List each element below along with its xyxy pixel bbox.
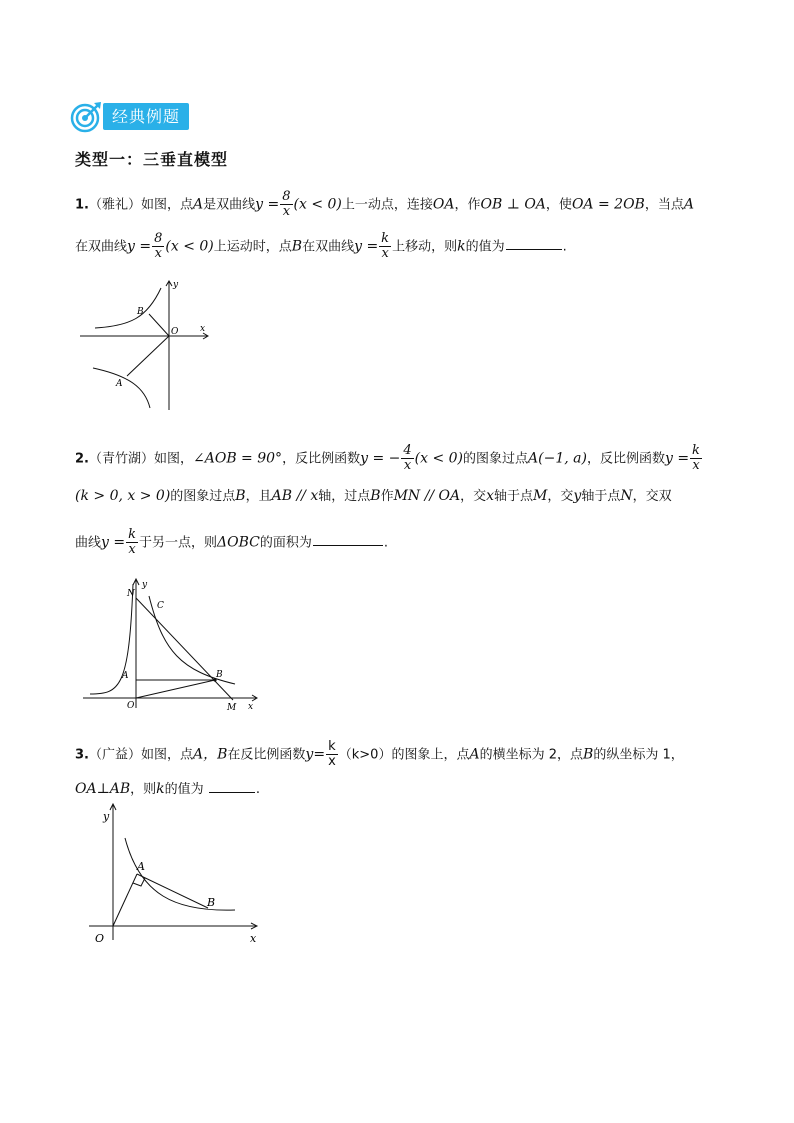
- fraction: $\frac{8}{x}$: [154, 231, 163, 262]
- q3-line-1: 3.（广益）如图，点A，B在反比例函数y= $\frac{k}{x}$ （k>0）的图象上，点A的横坐标为 2，点B的纵坐标为 1，: [75, 739, 684, 770]
- answer-blank[interactable]: [506, 248, 562, 250]
- fraction: $\frac{4}{x}$: [403, 443, 412, 474]
- label-y: y: [173, 280, 179, 290]
- q1-line-2: 在双曲线y = $\frac{8}{x}$ (x < 0)上运动时，点B在双曲线y = $\frac{k}{x}$ 上移动，则k的值为 .: [75, 231, 567, 262]
- label-m: M: [227, 703, 237, 713]
- label-a: A: [137, 860, 145, 873]
- label-b: B: [216, 670, 223, 680]
- label-x: x: [200, 324, 206, 334]
- fraction: $\frac{k}{x}$: [381, 231, 390, 262]
- label-n: N: [127, 589, 135, 599]
- label-o: O: [171, 327, 179, 337]
- target-arrow-icon: [70, 100, 104, 134]
- q3-figure: [85, 800, 270, 950]
- label-b: B: [207, 896, 216, 909]
- label-o: O: [95, 932, 105, 945]
- fraction: $\frac{k}{x}$: [692, 443, 700, 474]
- q3-line-2: OA⊥AB，则k的值为 .: [75, 781, 260, 797]
- section-badge: 经典例题: [103, 103, 189, 130]
- q1-line-1: 1.（雅礼）如图，点A是双曲线y = $\frac{8}{x}$ (x < 0)上一动点，连接OA，作OB ⊥ OA，使OA = 2OB，当点A: [75, 189, 694, 220]
- label-a: A: [116, 379, 123, 389]
- q2-line-1: 2.（青竹湖）如图，∠AOB = 90°，反比例函数y = − $\frac{4}{x}$ (x < 0)的图象过点A(−1, a)，反比例函数y = $\frac{k}{x}$: [75, 443, 700, 474]
- label-x: x: [250, 932, 257, 945]
- label-x: x: [248, 702, 254, 712]
- answer-blank[interactable]: [209, 791, 255, 793]
- q2-line-2: (k > 0, x > 0)的图象过点B，且AB // x轴，过点B作MN // OA，交x轴于点M，交y轴于点N，交双: [75, 488, 672, 504]
- fraction: $\frac{8}{x}$: [282, 189, 291, 220]
- label-a: A: [122, 671, 129, 681]
- label-y: y: [142, 580, 148, 590]
- label-o: O: [127, 701, 135, 711]
- fraction: $\frac{k}{x}$: [128, 527, 136, 558]
- q1-figure: [75, 278, 215, 414]
- fraction: $\frac{k}{x}$: [328, 739, 336, 770]
- label-b: B: [137, 307, 144, 317]
- label-c: C: [157, 601, 164, 611]
- section-title: 类型一：三垂直模型: [75, 150, 229, 169]
- answer-blank[interactable]: [313, 544, 383, 546]
- q2-line-3: 曲线y = $\frac{k}{x}$ 于另一点，则ΔOBC的面积为 .: [75, 527, 389, 558]
- q2-figure: [75, 576, 265, 716]
- label-y: y: [103, 810, 110, 823]
